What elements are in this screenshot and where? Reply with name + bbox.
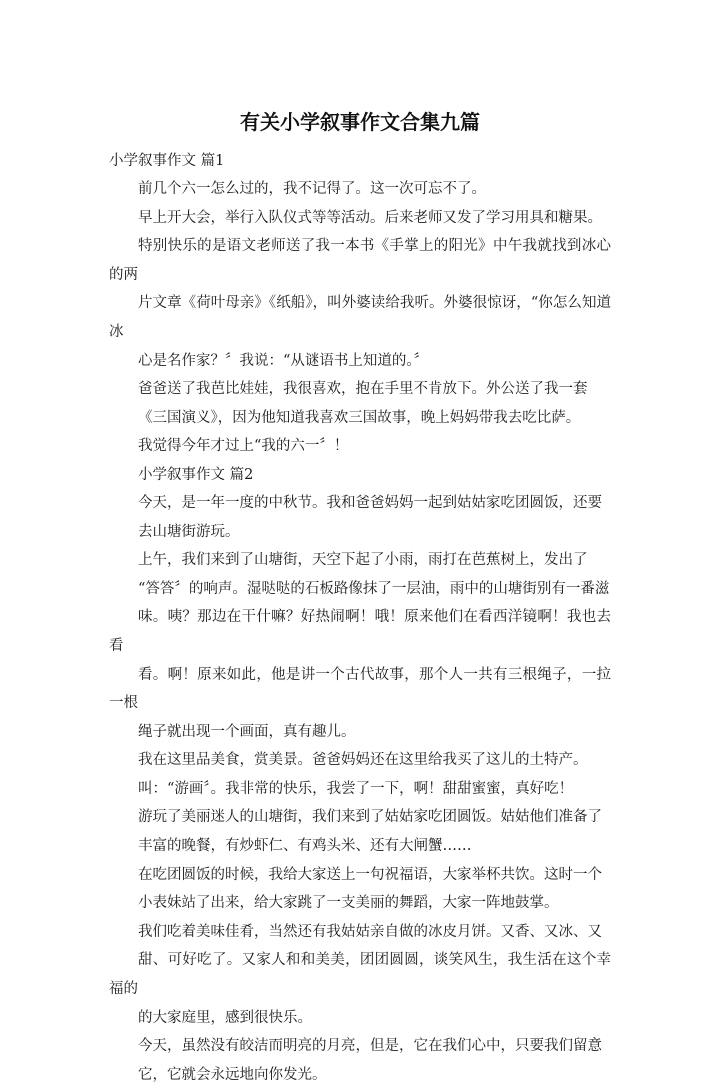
text-line: 爸爸送了我芭比娃娃，我很喜欢，抱在手里不肯放下。外公送了我一套	[138, 381, 588, 398]
document-body	[109, 147, 611, 1089]
text-line: 我在这里品美食，赏美景。爸爸妈妈还在这里给我买了这儿的土特产。	[138, 752, 588, 769]
text-line: 今天，虽然没有皎洁而明亮的月亮，但是，它在我们心中，只要我们留意	[138, 1038, 602, 1055]
text-line: “答答〞的响声。湿哒哒的石板路像抹了一层油，雨中的山塘街别有一番滋	[138, 580, 610, 597]
text-line: 看。啊！原来如此，他是讲一个古代故事，那个人一共有三根绳子，一拉一根	[109, 666, 611, 712]
section-heading: 小学叙事作文 篇2	[138, 466, 254, 483]
paragraph	[109, 375, 611, 432]
text-line: 上午，我们来到了山塘街，天空下起了小雨，雨打在芭蕉树上，发出了	[138, 552, 588, 569]
paragraph	[109, 175, 611, 204]
section-heading: 小学叙事作文 篇1	[109, 153, 225, 169]
text-line: 我觉得今年才过上“我的六一〞！	[138, 438, 349, 455]
text-line: 游玩了美丽迷人的山塘街，我们来到了姑姑家吃团圆饭。姑姑他们准备了	[138, 809, 602, 826]
text-line: 绳子就出现一个画面，真有趣儿。	[138, 723, 356, 740]
text-line: 《三国演义》，因为他知道我喜欢三国故事，晚上妈妈带我去吃比萨。	[138, 409, 581, 426]
text-line: 甜、可好吃了。又家人和和美美，团团圆圆，谈笑风生，我生活在这个幸福的	[109, 952, 611, 998]
paragraph	[109, 432, 611, 461]
paragraph	[109, 918, 611, 1032]
text-line: 特别快乐的是语文老师送了我一本书《手掌上的阳光》中午我就找到冰心的两	[109, 238, 611, 283]
text-line: 我们吃着美味佳肴，当然还有我姑姑亲自做的冰皮月饼。又香、又冰、又	[138, 923, 602, 940]
paragraph	[109, 489, 611, 546]
paragraph	[109, 1032, 611, 1089]
text-line: 片文章《荷叶母亲》《纸船》，叫外婆读给我听。外婆很惊讶，“你怎么知道冰	[109, 295, 611, 340]
paragraph	[109, 546, 611, 746]
text-line: 叫：“游画〞。我非常的快乐，我尝了一下，啊！甜甜蜜蜜，真好吃！	[138, 780, 574, 797]
document-title: 有关小学叙事作文合集九篇	[240, 110, 480, 134]
text-line: 前几个六一怎么过的，我不记得了。这一次可忘不了。	[138, 181, 486, 197]
paragraph	[109, 803, 611, 860]
paragraph	[109, 204, 611, 376]
text-line: 心是名作家？〞我说：“从谜语书上知道的。〞	[138, 352, 429, 369]
text-line: 它，它就会永远地向你发光。	[138, 1066, 327, 1083]
text-line: 的大家庭里，感到很快乐。	[138, 1009, 312, 1026]
text-line: 味。咦？那边在干什嘛？好热闹啊！哦！原来他们在看西洋镜啊！我也去看	[109, 609, 611, 654]
text-line: 今天，是一年一度的中秋节。我和爸爸妈妈一起到姑姑家吃团圆饭，还要	[138, 494, 602, 511]
text-line: 丰富的晚餐，有炒虾仁、有鸡头米、还有大闸蟹……	[138, 838, 472, 855]
text-line: 去山塘街游玩。	[138, 523, 240, 540]
text-line: 小表妹站了出来，给大家跳了一支美丽的舞蹈，大家一阵地鼓掌。	[138, 895, 559, 912]
paragraph	[109, 861, 611, 918]
paragraph	[109, 746, 611, 803]
text-line: 早上开大会，举行入队仪式等等活动。后来老师又发了学习用具和糖果。	[138, 209, 602, 226]
text-line: 在吃团圆饭的时候，我给大家送上一句祝福语，大家举杯共饮。这时一个	[138, 866, 602, 883]
